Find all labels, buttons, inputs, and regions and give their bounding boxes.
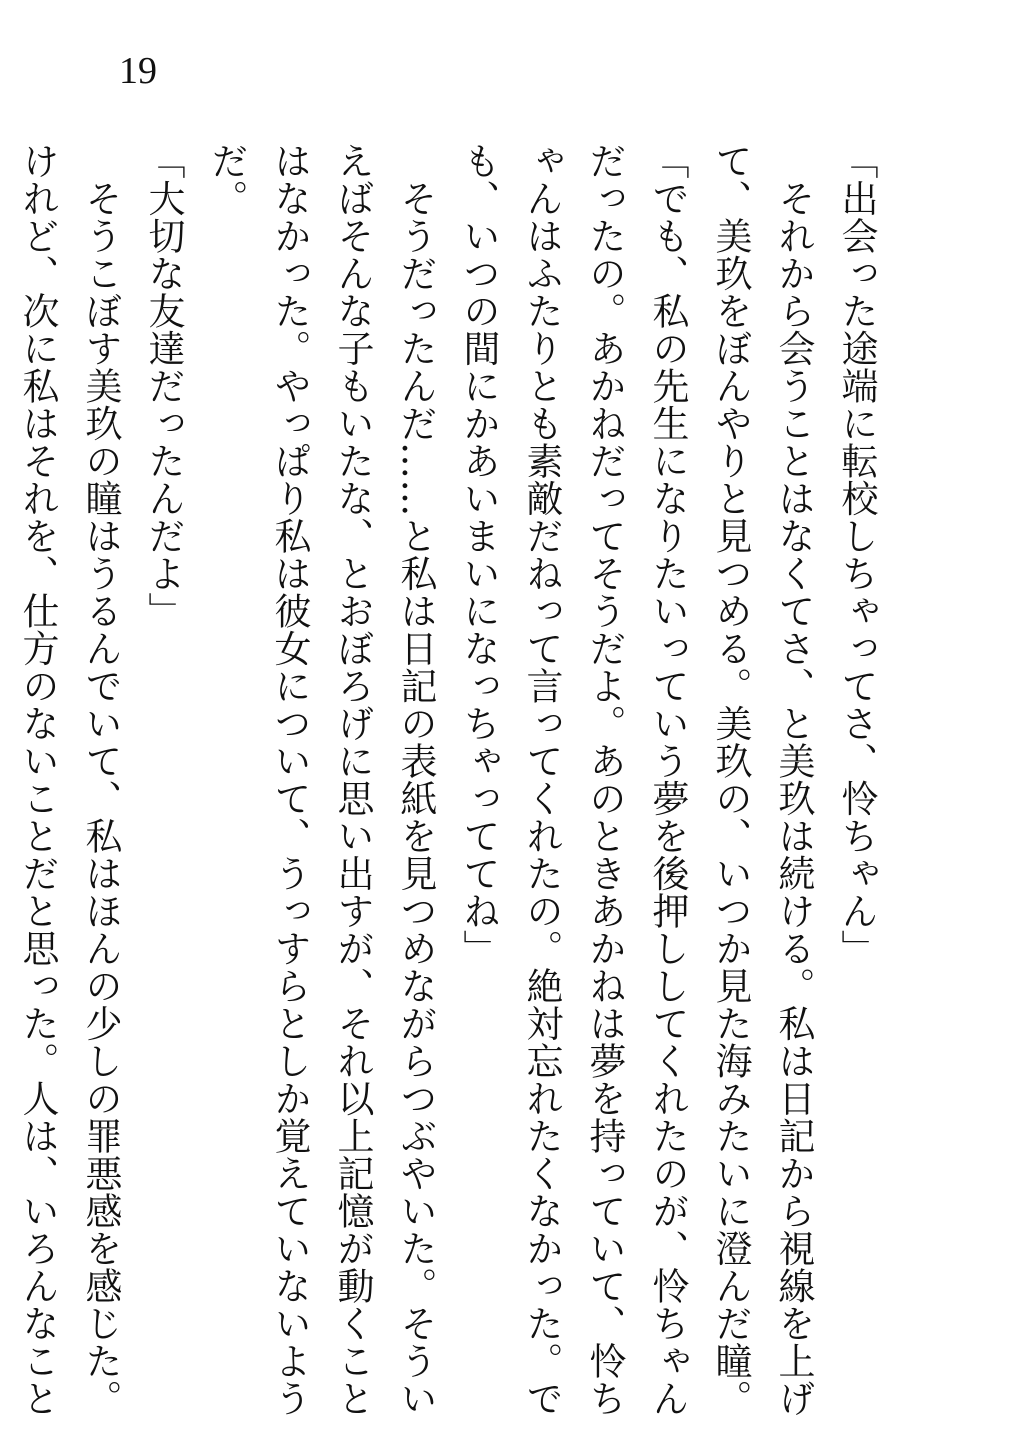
text-line: はなかった。やっぱり私は彼女について、うっすらとしか覚えていないよう [268,142,311,1417]
text-line: 「でも、私の先生になりたいっていう夢を後押ししてくれたのが、怜ちゃん [646,142,689,1417]
text-line: それから会うことはなくてさ、と美玖は続ける。私は日記から視線を上げ [772,142,815,1417]
text-line: も、いつの間にかあいまいになっちゃっててね」 [457,142,500,967]
text-line [0,142,6,1352]
text-line: そうだったんだ……と私は日記の表紙を見つめながらつぶやいた。そうい [394,142,437,1417]
page-number: 19 [119,50,157,92]
text-line: ゃんはふたりとも素敵だねって言ってくれたの。絶対忘れたくなかった。で [520,142,563,1417]
vertical-text-body [16,142,888,1417]
text-line: だ。 [205,142,248,217]
text-line: えばそんな子もいたな、とおぼろげに思い出すが、それ以上記憶が動くこと [331,142,374,1417]
text-line: だったの。あかねだってそうだよ。あのときあかねは夢を持っていて、怜ち [583,142,626,1417]
text-line: けれど、次に私はそれを、仕方のないことだと思った。人は、いろんなこと [16,142,59,1417]
text-line: 「大切な友達だったんだよ」 [142,142,185,630]
text-line: て、美玖をぼんやりと見つめる。美玖の、いつか見た海みたいに澄んだ瞳。 [709,142,752,1417]
text-line: そうこぼす美玖の瞳はうるんでいて、私はほんの少しの罪悪感を感じた。 [79,142,122,1417]
text-line: 「出会った途端に転校しちゃってさ、怜ちゃん」 [835,142,878,967]
